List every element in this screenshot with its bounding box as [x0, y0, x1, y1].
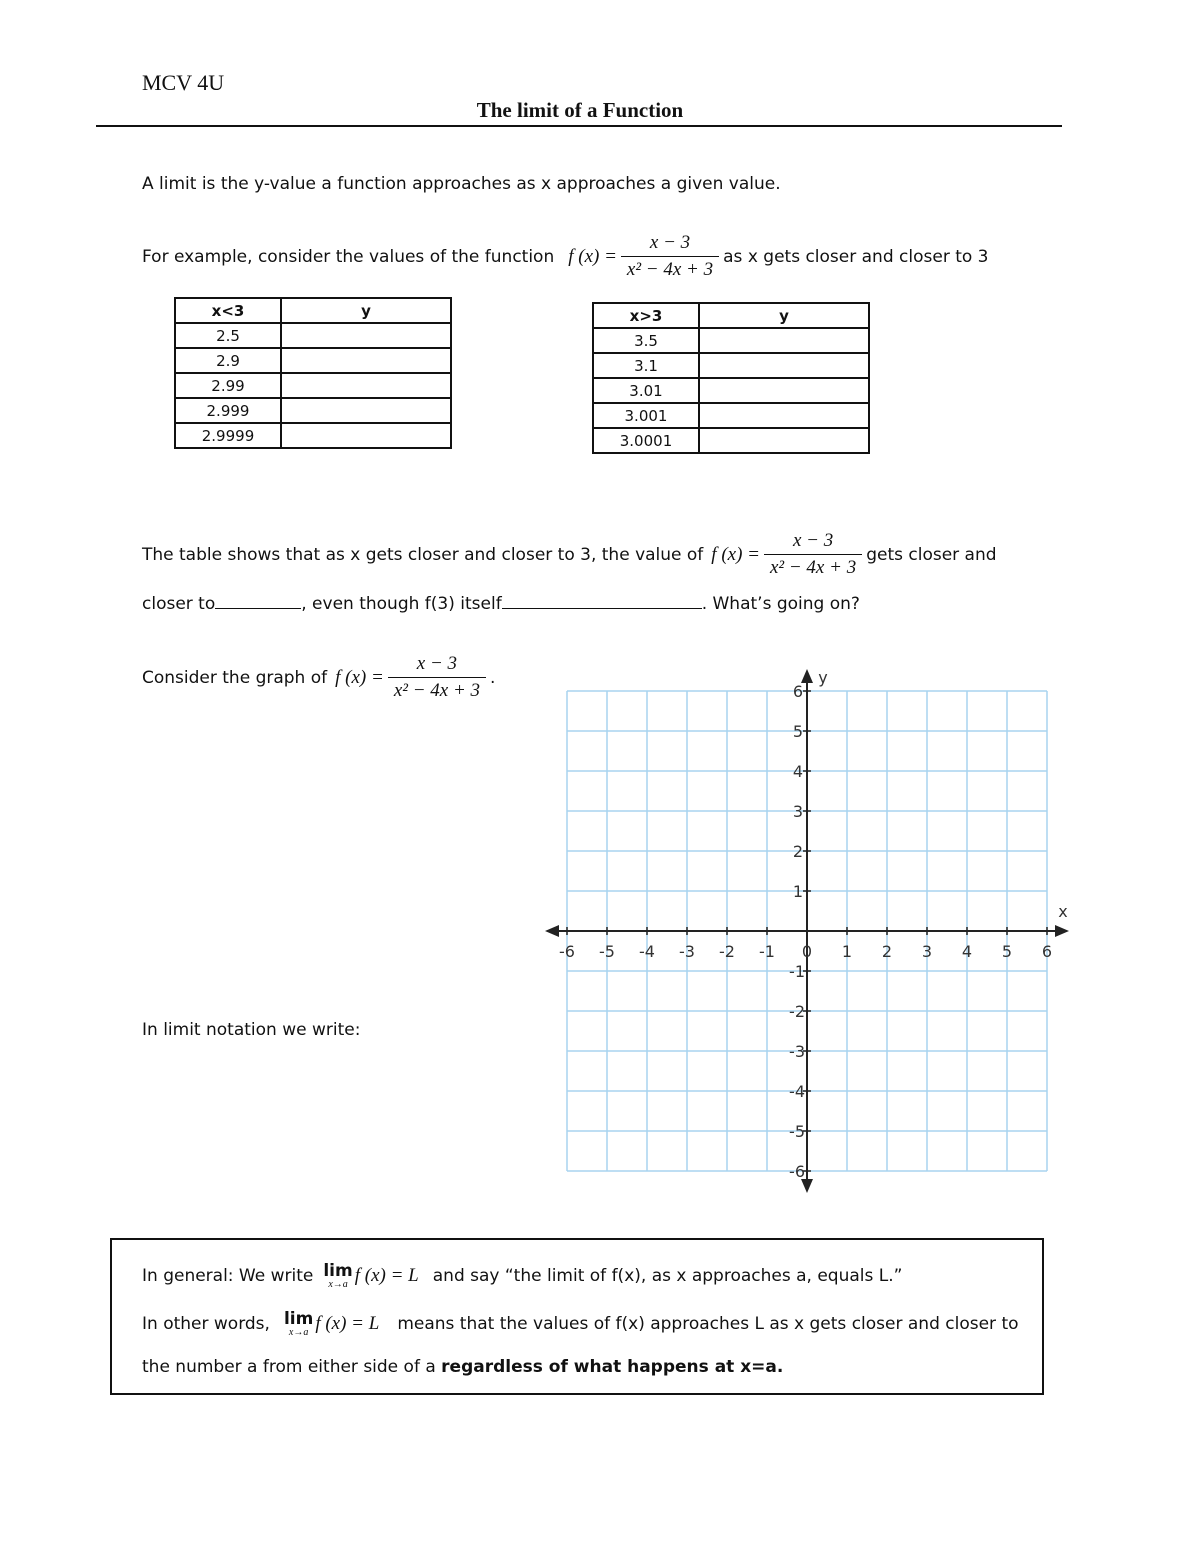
header-y: y: [281, 298, 451, 323]
table-row: [175, 373, 451, 398]
function-denominator: x² − 4x + 3: [388, 677, 486, 702]
x-tick-label: -1: [759, 942, 775, 961]
y-answer-cell[interactable]: [281, 398, 451, 423]
table-row: [175, 323, 451, 348]
general-line3-bold: regardless of what happens at x=a.: [441, 1357, 784, 1377]
general-line3-plain: the number a from either side of a: [142, 1357, 442, 1377]
y-tick-label: -2: [789, 1002, 805, 1021]
function-numerator: x − 3: [792, 530, 834, 551]
x-tick-label: 6: [1041, 942, 1053, 961]
function-denominator: x² − 4x + 3: [764, 554, 862, 579]
y-answer-cell[interactable]: [281, 348, 451, 373]
blank-f3-behaviour[interactable]: [502, 608, 702, 609]
limit-expression: f (x) = L: [354, 1265, 419, 1286]
x-tick-label: -3: [679, 942, 695, 961]
graph-prompt-prefix: Consider the graph of: [142, 667, 328, 688]
function-denominator: x² − 4x + 3: [621, 256, 719, 281]
table-row: [175, 423, 451, 448]
observation-part1: The table shows that as x gets closer and closer to 3, the value of: [142, 544, 704, 565]
general-line-1: [142, 1262, 902, 1290]
table-row: [593, 353, 869, 378]
x-tick-label: 4: [961, 942, 973, 961]
general-line1-prefix: In general: We write: [142, 1266, 314, 1286]
function-lhs: f (x) =: [568, 245, 617, 267]
general-line1-suffix: and say “the limit of f(x), as x approaches a, equals L.”: [432, 1266, 903, 1286]
function-fraction: [621, 232, 719, 281]
title-rule: [96, 125, 1062, 127]
x-value-cell: 3.01: [593, 378, 699, 403]
x-value-cell: 2.9: [175, 348, 281, 373]
table-x-greater-than-3: [592, 302, 870, 454]
x-tick-label: -6: [559, 942, 575, 961]
x-tick-label: 5: [1001, 942, 1013, 961]
x-tick-label: -4: [639, 942, 655, 961]
y-tick-label: 6: [792, 682, 803, 701]
function-fraction: [764, 530, 862, 579]
x-tick-label: -2: [719, 942, 735, 961]
y-answer-cell[interactable]: [699, 328, 869, 353]
example-line: [142, 232, 989, 281]
y-answer-cell[interactable]: [699, 403, 869, 428]
y-tick-label: 1: [792, 882, 803, 901]
x-tick-label: 2: [881, 942, 893, 961]
page-title: The limit of a Function: [476, 98, 684, 122]
y-tick-label: 3: [792, 802, 803, 821]
function-lhs: f (x) =: [711, 543, 760, 565]
grid-svg[interactable]: [540, 658, 1080, 1198]
graph-prompt-suffix: .: [490, 667, 496, 688]
y-tick-label: -6: [789, 1162, 805, 1181]
table-header-row: [175, 298, 451, 323]
x-value-cell: 3.1: [593, 353, 699, 378]
y-axis-arrow-up-icon: [801, 669, 813, 683]
y-tick-label: -5: [789, 1122, 805, 1141]
observation-line-2: [142, 594, 860, 614]
general-line2-suffix: means that the values of f(x) approaches L as x gets closer and closer to: [397, 1314, 1019, 1334]
y-tick-label: -1: [789, 962, 805, 981]
graph-prompt: [142, 653, 495, 702]
x-axis-label: x: [1058, 902, 1068, 921]
y-axis-label: y: [818, 668, 828, 687]
y-answer-cell[interactable]: [281, 423, 451, 448]
general-line-3: [142, 1357, 783, 1377]
table-row: [593, 403, 869, 428]
definition-text: A limit is the y-value a function approaches as x approaches a given value.: [142, 174, 781, 194]
header-x: x<3: [175, 298, 281, 323]
general-line-2: [142, 1310, 1019, 1338]
function-numerator: x − 3: [649, 232, 691, 253]
table-x-less-than-3: [174, 297, 452, 449]
y-answer-cell[interactable]: [699, 428, 869, 453]
x-value-cell: 2.5: [175, 323, 281, 348]
table-row: [593, 328, 869, 353]
course-code: MCV 4U: [142, 70, 225, 95]
limit-expression: f (x) = L: [315, 1313, 380, 1334]
observation-part3: closer to: [142, 594, 216, 614]
x-tick-label: 3: [921, 942, 933, 961]
observation-part4: , even though f(3) itself: [301, 594, 502, 614]
table-row: [175, 398, 451, 423]
general-line2-prefix: In other words,: [142, 1314, 270, 1334]
example-prefix: For example, consider the values of the function: [142, 246, 555, 267]
x-axis-arrow-left-icon: [545, 925, 559, 937]
lim-subscript: x→a: [288, 1327, 309, 1338]
y-tick-label: 4: [792, 762, 803, 781]
y-answer-cell[interactable]: [281, 373, 451, 398]
function-fraction: [388, 653, 486, 702]
x-tick-label: 0: [801, 942, 813, 961]
observation-part2: gets closer and: [866, 544, 997, 565]
x-tick-label: -5: [599, 942, 615, 961]
y-tick-label: 5: [792, 722, 803, 741]
example-suffix: as x gets closer and closer to 3: [723, 246, 989, 267]
lim-symbol: [323, 1262, 352, 1290]
table-row: [175, 348, 451, 373]
observation-part5: . What’s going on?: [701, 594, 860, 614]
function-lhs: f (x) =: [335, 666, 384, 688]
observation-line-1: [142, 530, 997, 579]
x-value-cell: 2.99: [175, 373, 281, 398]
x-value-cell: 3.5: [593, 328, 699, 353]
lim-symbol: [284, 1310, 313, 1338]
lim-word: lim: [323, 1261, 353, 1281]
lim-word: lim: [283, 1309, 314, 1329]
y-answer-cell[interactable]: [699, 378, 869, 403]
x-value-cell: 2.9999: [175, 423, 281, 448]
y-answer-cell[interactable]: [281, 323, 451, 348]
lim-subscript: x→a: [328, 1279, 348, 1290]
x-value-cell: 3.0001: [593, 428, 699, 453]
limit-notation-prompt: In limit notation we write:: [142, 1020, 361, 1040]
x-axis-arrow-right-icon: [1055, 925, 1069, 937]
x-value-cell: 2.999: [175, 398, 281, 423]
table-header-row: [593, 303, 869, 328]
table-row: [593, 378, 869, 403]
y-answer-cell[interactable]: [699, 353, 869, 378]
blank-limit-value[interactable]: [215, 608, 301, 609]
y-tick-label: -4: [789, 1082, 805, 1101]
x-tick-label: 1: [841, 942, 853, 961]
y-axis-arrow-down-icon: [801, 1179, 813, 1193]
x-value-cell: 3.001: [593, 403, 699, 428]
coordinate-grid[interactable]: [540, 658, 1080, 1202]
table-row: [593, 428, 869, 453]
header-x: x>3: [593, 303, 699, 328]
y-tick-label: 2: [792, 842, 803, 861]
function-numerator: x − 3: [416, 653, 458, 674]
y-tick-label: -3: [789, 1042, 805, 1061]
header-y: y: [699, 303, 869, 328]
